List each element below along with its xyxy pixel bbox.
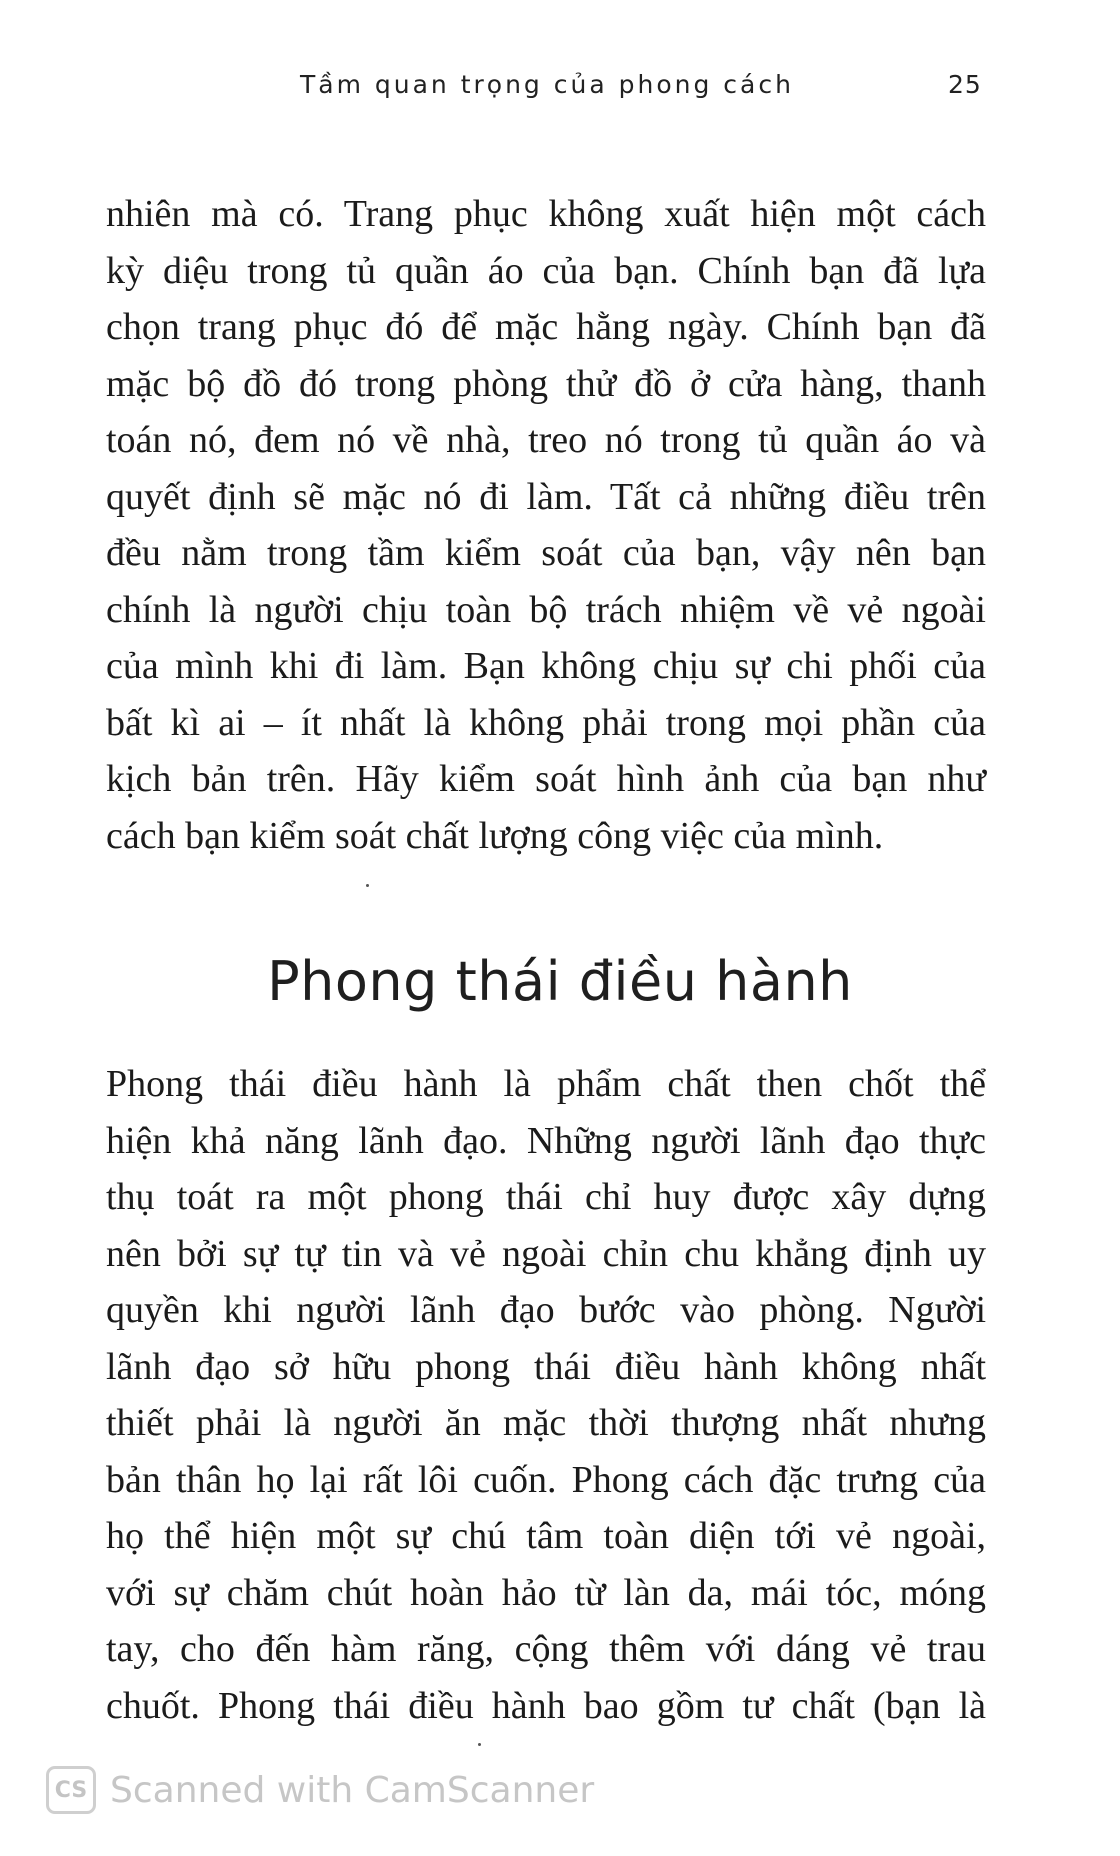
text-line: quyền khi người lãnh đạo bước vào phòng. Người xyxy=(106,1289,986,1331)
text-line: toán nó, đem nó về nhà, treo nó trong tủ quần áo và xyxy=(106,419,986,461)
text-line: Phong thái điều hành là phẩm chất then chốt thể xyxy=(106,1063,986,1105)
text-line: đều nằm trong tầm kiểm soát của bạn, vậy nên bạn xyxy=(106,532,986,574)
text-line: kỳ diệu trong tủ quần áo của bạn. Chính bạn đã lựa xyxy=(106,249,986,292)
body-paragraph-1 xyxy=(106,186,986,864)
text-line: thiết phải là người ăn mặc thời thượng nhất nhưng xyxy=(106,1402,986,1444)
section-heading: Phong thái điều hành xyxy=(267,950,853,1013)
text-line: hiện khả năng lãnh đạo. Những người lãnh đạo thực xyxy=(106,1119,986,1162)
scanner-watermark-text: Scanned with CamScanner xyxy=(110,1769,595,1811)
text-line: chuốt. Phong thái điều hành bao gồm tư chất (bạn là xyxy=(106,1684,986,1727)
scan-speck xyxy=(478,1743,481,1746)
page-header xyxy=(0,70,1120,110)
scanner-watermark xyxy=(46,1763,594,1817)
text-line: tay, cho đến hàm răng, cộng thêm với dáng vẻ trau xyxy=(106,1628,986,1670)
text-line: bản thân họ lại rất lôi cuốn. Phong cách đặc trưng của xyxy=(106,1458,986,1501)
text-line: nên bởi sự tự tin và vẻ ngoài chỉn chu khẳng định uy xyxy=(106,1232,986,1275)
text-line: họ thể hiện một sự chú tâm toàn diện tới vẻ ngoài, xyxy=(106,1515,986,1557)
text-line: kịch bản trên. Hãy kiểm soát hình ảnh của bạn như xyxy=(106,758,986,800)
text-line: bất kì ai – ít nhất là không phải trong mọi phần của xyxy=(106,701,986,744)
scan-speck xyxy=(366,884,369,887)
text-line: chọn trang phục đó để mặc hằng ngày. Chính bạn đã xyxy=(106,306,986,348)
text-line: quyết định sẽ mặc nó đi làm. Tất cả những điều trên xyxy=(106,475,986,518)
camscanner-logo-icon: CS xyxy=(46,1766,96,1814)
text-line: mặc bộ đồ đó trong phòng thử đồ ở cửa hàng, thanh xyxy=(106,362,986,405)
body-paragraph-2 xyxy=(106,1056,986,1734)
page-number: 25 xyxy=(948,70,982,99)
text-line: lãnh đạo sở hữu phong thái điều hành không nhất xyxy=(106,1345,986,1388)
running-title: Tầm quan trọng của phong cách xyxy=(300,70,794,99)
text-line: nhiên mà có. Trang phục không xuất hiện một cách xyxy=(106,193,986,235)
text-line: cách bạn kiểm soát chất lượng công việc của mình. xyxy=(106,814,884,857)
text-line: của mình khi đi làm. Bạn không chịu sự chi phối của xyxy=(106,645,986,687)
text-line: thụ toát ra một phong thái chỉ huy được xây dựng xyxy=(106,1176,986,1218)
text-line: chính là người chịu toàn bộ trách nhiệm về vẻ ngoài xyxy=(106,588,986,631)
text-line: với sự chăm chút hoàn hảo từ làn da, mái tóc, móng xyxy=(106,1571,986,1614)
